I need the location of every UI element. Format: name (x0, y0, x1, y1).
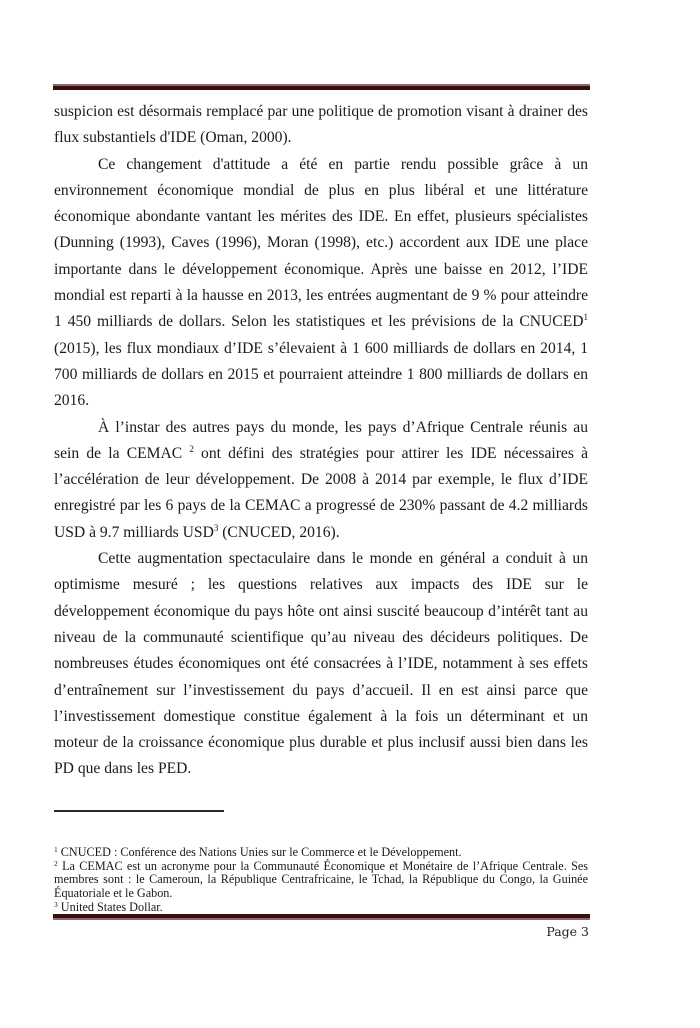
paragraph-text: suspicion est désormais remplacé par une politique de promotion visant à drainer des flux substantiels d'IDE (Oman, 2000). (54, 103, 588, 147)
footnotes (54, 846, 588, 915)
footnote-3 (54, 901, 588, 915)
paragraph (54, 415, 588, 546)
footer-rule-thin-line (53, 918, 590, 920)
footnote-2 (54, 860, 588, 901)
footnote-1 (54, 846, 588, 860)
footnote-ref-1[interactable]: 1 (583, 312, 588, 323)
footnote-text: CNUCED : Conférence des Nations Unies sur le Commerce et le Développement. (57, 845, 462, 859)
footnote-number: 3 (54, 899, 58, 909)
footnote-number: 2 (54, 858, 58, 868)
header-rule-thick-line (53, 86, 590, 90)
paragraph-text: (2015), les flux mondiaux d’IDE s’élevaient à 1 600 milliards de dollars en 2014, 1 700 milliards de dollars en 2015 et pourraient atteindre 1 800 milliards de dollars en 2016. (54, 339, 588, 410)
page-number: Page 3 (546, 924, 589, 939)
footnote-separator (54, 810, 224, 812)
paragraph-continued (54, 99, 588, 152)
body-text (54, 99, 588, 783)
footnote-ref-2[interactable]: 2 (189, 443, 194, 454)
paragraph-text: À l’instar des autres pays du monde, les pays d’Afrique Centrale réunis au sein de la CEMAC (54, 418, 588, 462)
footnote-text: La CEMAC est un acronyme pour la Communauté Économique et Monétaire de l’Afrique Centrale. Ses membres sont : le Cameroun, la République Centrafricaine, le Tchad, la République du Congo, la Guinée Équatoriale et le Gabon. (54, 858, 588, 901)
paragraph-text: Cette augmentation spectaculaire dans le monde en général a conduit à un optimisme mesuré ; les questions relatives aux impacts des IDE sur le développement économique du pays hôte ont ainsi suscité beaucoup d’intérêt tant au niveau de la communauté scientifique qu’au niveau des décideurs politiques. De nombreuses études économiques ont été consacrées à l’IDE, notamment à ses effets d’entraînement sur l’investissement du pays d’accueil. Il en est ainsi parce que l’investissement domestique constitue également à la fois un déterminant et un moteur de la croissance économique plus durable et plus inclusif aussi bien dans les PD que dans les PED. (54, 550, 588, 778)
footnote-text: United States Dollar. (57, 899, 163, 914)
paragraph-text: (CNUCED, 2016). (218, 523, 340, 541)
footnote-number: 1 (54, 845, 58, 854)
footer-rule (53, 914, 590, 921)
paragraph (54, 152, 588, 415)
header-rule (53, 84, 590, 91)
paragraph-text: ont défini des stratégies pour attirer les IDE nécessaires à l’accélération de leur développement. De 2008 à 2014 par exemple, le flux d’IDE enregistré par les 6 pays de la CEMAC a progressé de 230% passant de 4.2 milliards USD à 9.7 milliards USD (54, 444, 589, 541)
paragraph-text: Ce changement d'attitude a été en partie rendu possible grâce à un environnement économique mondial de plus en plus libéral et une littérature économique abondante vantant les mérites des IDE. En effet, plusieurs spécialistes (Dunning (1993), Caves (1996), Moran (1998), etc.) accordent aux IDE une place importante dans le développement économique. Après une baisse en 2012, l’IDE mondial est reparti à la hausse en 2013, les entrées augmentant de 9 % pour atteindre 1 450 milliards de dollars. Selon les statistiques et les prévisions de la CNUCED (54, 155, 588, 331)
footnote-ref-3[interactable]: 3 (213, 522, 219, 533)
paragraph (54, 546, 588, 783)
